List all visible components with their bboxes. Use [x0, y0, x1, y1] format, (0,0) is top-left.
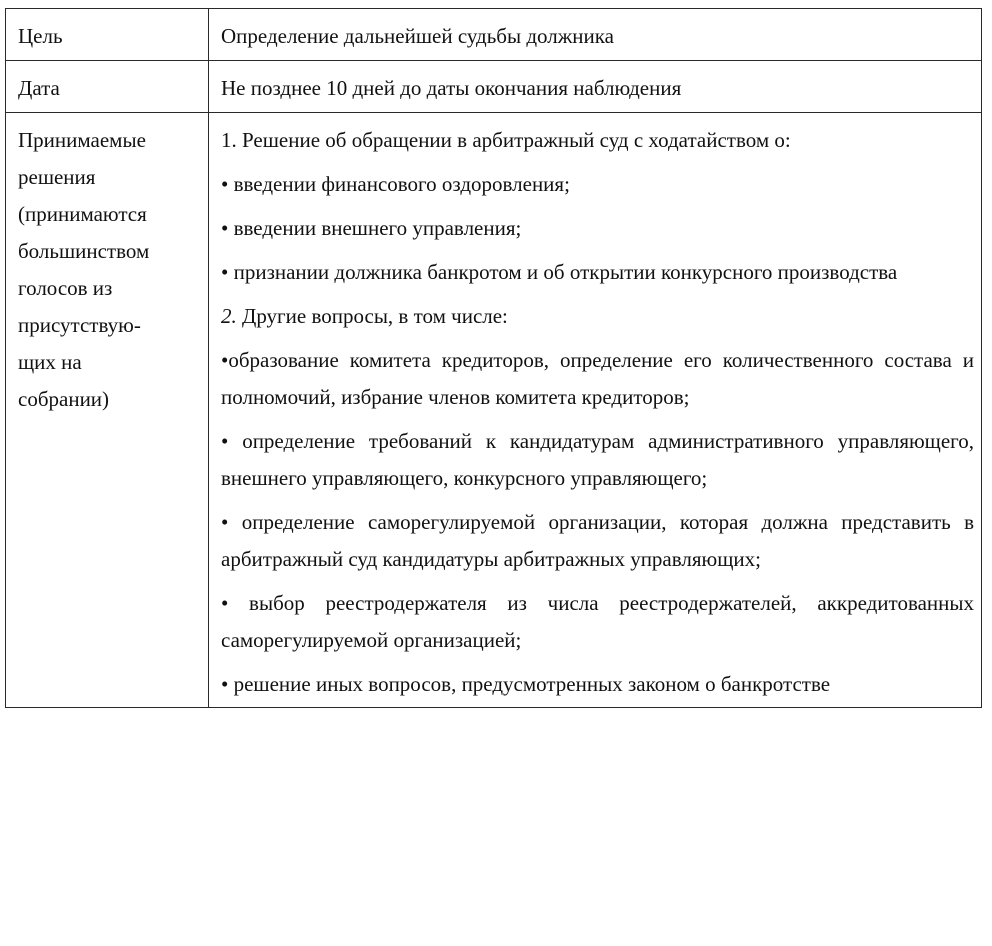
- section-1-item: • признании должника банкротом и об открытии конкурсного производства: [221, 260, 898, 284]
- section-2-item: • определение требований к кандидатурам административного управляющего, внешнего управляющего, конкурсного управляющего;: [221, 429, 974, 490]
- table-row-decisions: [6, 113, 982, 708]
- section-1-heading: [221, 122, 974, 159]
- date-value: Не позднее 10 дней до даты окончания наблюдения: [209, 61, 982, 113]
- decisions-label-line: решения: [18, 165, 96, 189]
- decisions-content: [209, 113, 982, 708]
- decisions-label: [6, 113, 209, 708]
- section-1-item: • введении финансового оздоровления;: [221, 172, 570, 196]
- decisions-label-line: щих на: [18, 350, 82, 374]
- decisions-label-line: большинством: [18, 239, 150, 263]
- section-2-item: • решение иных вопросов, предусмотренных законом о банкротстве: [221, 672, 831, 696]
- decisions-label-line: голосов из: [18, 276, 113, 300]
- section-2-item: •образование комитета кредиторов, определение его количественного состава и полномочий, избрание членов комитета кредиторов;: [221, 348, 974, 409]
- section-2-number: 2.: [221, 304, 237, 328]
- decisions-label-line: присутствую-: [18, 313, 141, 337]
- table-row-goal: [6, 9, 982, 61]
- section-1-item: • введении внешнего управления;: [221, 216, 522, 240]
- goal-label: Цель: [6, 9, 209, 61]
- goal-value: Определение дальнейшей судьбы должника: [209, 9, 982, 61]
- section-2-heading: [221, 298, 974, 335]
- info-table: [5, 8, 982, 708]
- table-row-date: [6, 61, 982, 113]
- section-2-item: • выбор реестродержателя из числа реестродержателей, аккредитованных саморегулируемой организацией;: [221, 591, 974, 652]
- date-label: Дата: [6, 61, 209, 113]
- section-2-item: • определение саморегулируемой организации, которая должна представить в арбитражный суд кандидатуры арбитражных управляющих;: [221, 510, 974, 571]
- section-1-number: 1.: [221, 128, 237, 152]
- decisions-label-line: (принимаются: [18, 202, 147, 226]
- section-2-title: Другие вопросы, в том числе:: [236, 304, 508, 328]
- decisions-label-line: Принимаемые: [18, 128, 146, 152]
- section-1-title: Решение об обращении в арбитражный суд с ходатайством о:: [236, 128, 791, 152]
- decisions-label-line: собрании): [18, 387, 110, 411]
